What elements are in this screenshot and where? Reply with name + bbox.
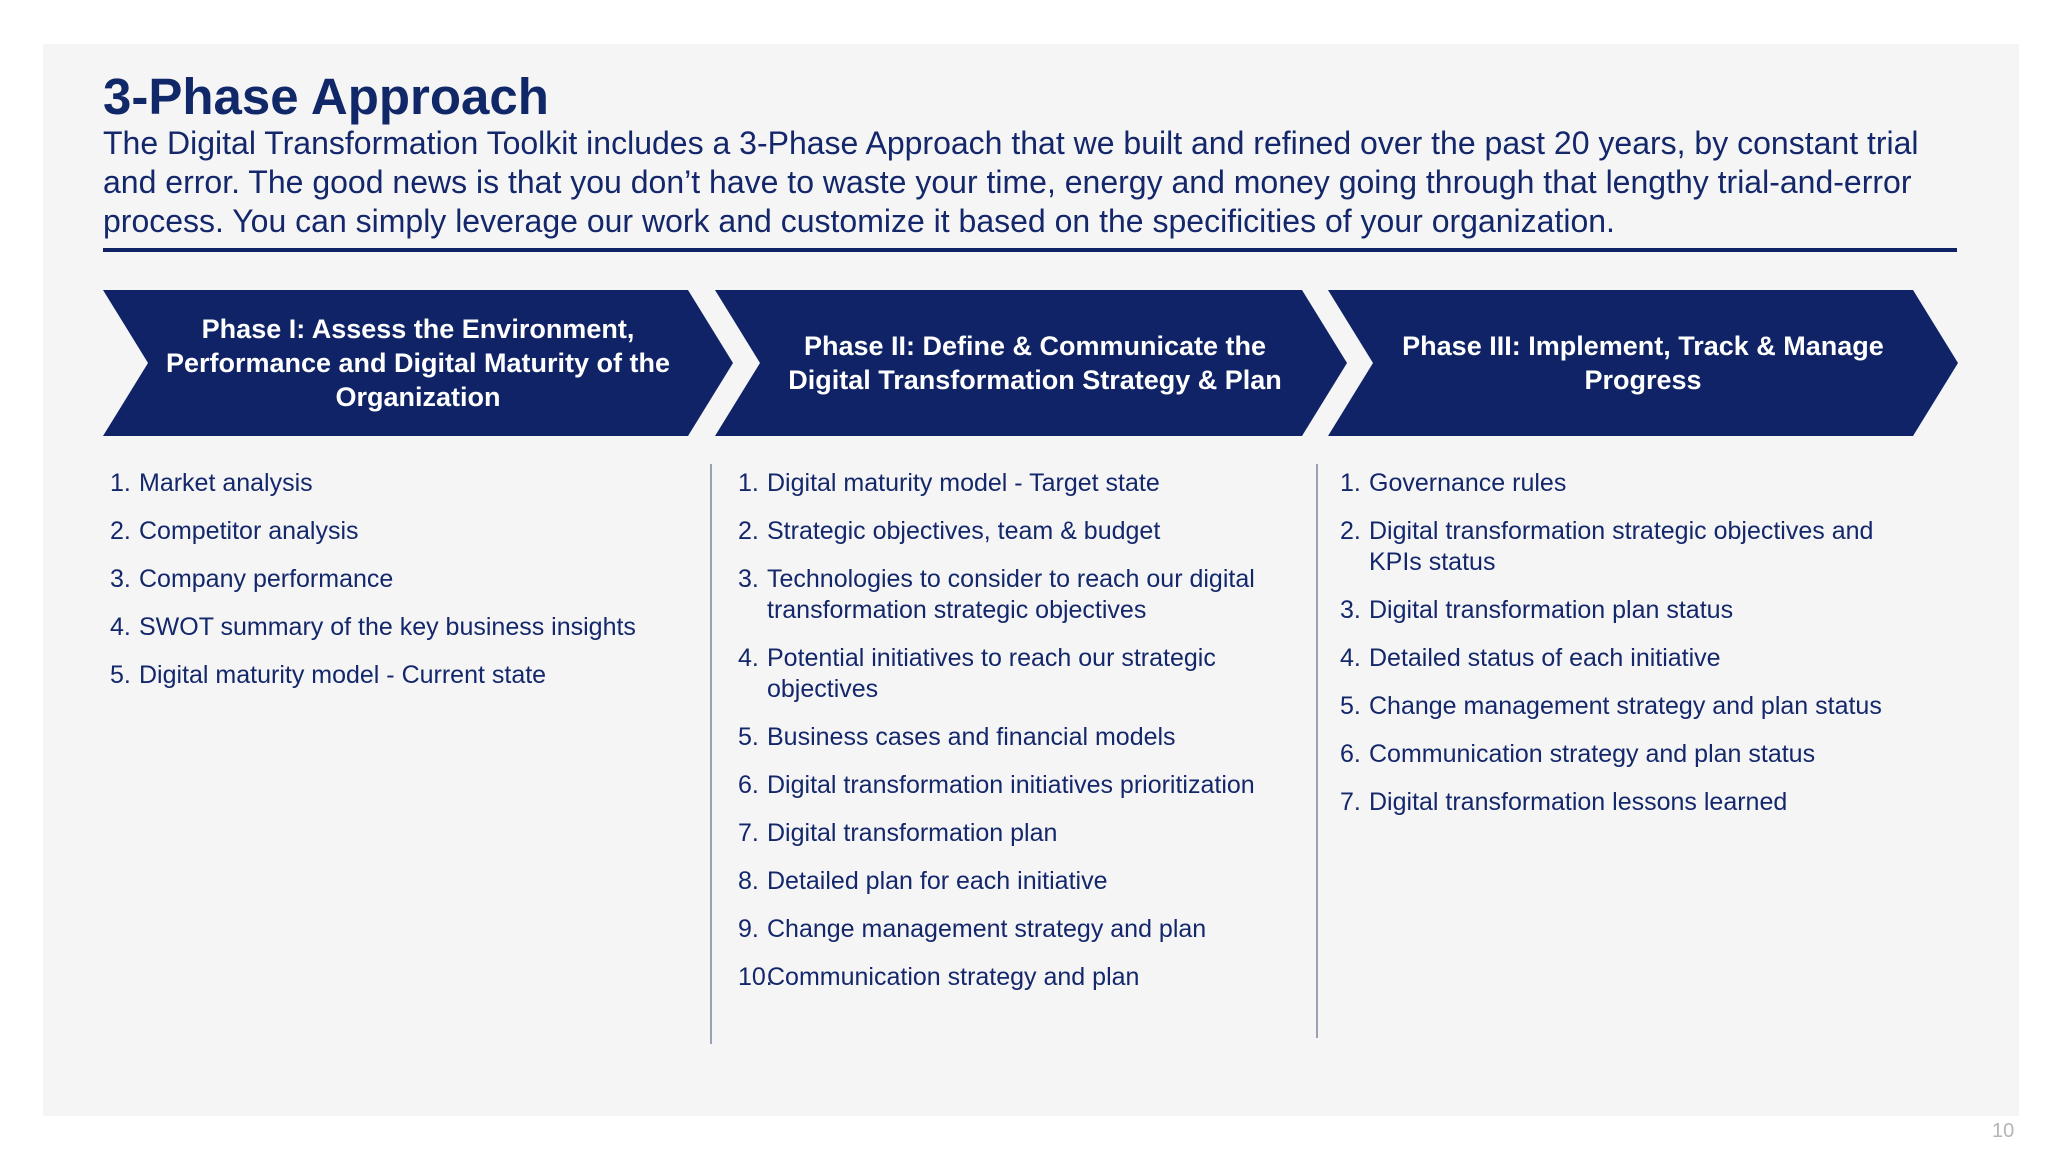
list-item: 4. Potential initiatives to reach our strategic objectives — [738, 644, 1216, 703]
phase-2-list — [738, 468, 1293, 1010]
phase-2-chevron — [715, 290, 1347, 436]
list-item: 1. Digital maturity model - Target state — [738, 469, 1160, 497]
slide — [43, 44, 2019, 1116]
phase-2-header: Phase II: Define & Communicate the Digital Transformation Strategy & Plan — [788, 331, 1282, 395]
phase-3-header: Phase III: Implement, Track & Manage Progress — [1402, 331, 1884, 395]
list-item: 5. Digital maturity model - Current state — [110, 661, 547, 689]
column-divider-2 — [1316, 464, 1318, 1038]
list-item: 3. Digital transformation plan status — [1340, 596, 1734, 624]
list-item: 6. Digital transformation initiatives prioritization — [738, 771, 1255, 799]
list-item: 7. Digital transformation plan — [738, 819, 1058, 847]
list-item: 10. Communication strategy and plan — [738, 963, 1140, 991]
list-item: 2. Competitor analysis — [110, 517, 359, 545]
phase-1-header: Phase I: Assess the Environment, Performance and Digital Maturity of the Organization — [165, 314, 671, 412]
list-item: 8. Detailed plan for each initiative — [738, 867, 1108, 895]
list-item: 3. Company performance — [110, 565, 394, 593]
list-item: 3. Technologies to consider to reach our digital transformation strategic objectives — [738, 565, 1255, 624]
list-item: 5. Business cases and financial models — [738, 723, 1176, 751]
list-item: 4. SWOT summary of the key business insights — [110, 613, 636, 641]
list-item: 9. Change management strategy and plan — [738, 915, 1207, 943]
title-underline — [103, 248, 1957, 252]
phase-1-chevron — [103, 290, 733, 436]
list-item: 4. Detailed status of each initiative — [1340, 644, 1721, 672]
phase-3-chevron — [1328, 290, 1958, 436]
page-title: 3-Phase Approach — [103, 68, 549, 125]
column-divider-1 — [710, 464, 712, 1044]
phase-3-list — [1340, 468, 1920, 835]
list-item: 7. Digital transformation lessons learned — [1340, 788, 1788, 816]
phase-1-list — [110, 468, 685, 708]
list-item: 6. Communication strategy and plan status — [1340, 740, 1816, 768]
list-item: 5. Change management strategy and plan status — [1340, 692, 1882, 720]
list-item: 1. Market analysis — [110, 469, 313, 497]
page-number: 10 — [1992, 1120, 2015, 1142]
list-item: 2. Digital transformation strategic objectives and KPIs status — [1340, 517, 1874, 576]
list-item: 2. Strategic objectives, team & budget — [738, 517, 1161, 545]
list-item: 1. Governance rules — [1340, 469, 1567, 497]
page-subtitle: The Digital Transformation Toolkit includes a 3-Phase Approach that we built and refined over the past 20 years, by constant trial and error. The good news is that you don’t have to waste your time, energy and money going through that lengthy trial-and-error process. You can simply leverage our work and customize it based on the specificities of your organization. — [103, 125, 1919, 239]
